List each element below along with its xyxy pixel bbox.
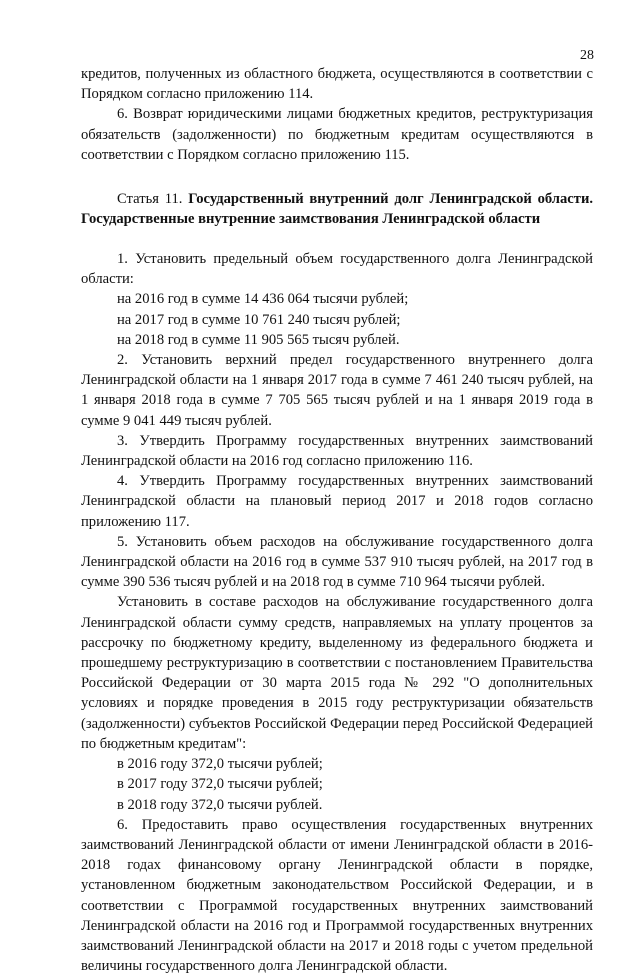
paragraph-item-5: 5. Установить объем расходов на обслуживание государственного долга Ленинградской области на 2016 год в сумме 537 910 тысяч рублей, на 2017 год в сумме 390 536 тысяч рублей и на 2018 год в сумме 710 964 тысячи рублей.	[81, 533, 593, 591]
spacer	[81, 165, 593, 189]
article-prefix: Статья 11.	[117, 191, 189, 208]
page-number: 28	[580, 48, 594, 63]
paragraph-item-1: 1. Установить предельный объем государственного долга Ленинградской области:	[81, 251, 593, 288]
spacer	[81, 229, 593, 249]
paragraph-item-4: 4. Утвердить Программу государственных внутренних заимствований Ленинградской области на плановый период 2017 и 2018 годов согласно приложению 117.	[81, 473, 593, 530]
paragraph-item-6: 6. Предоставить право осуществления государственных внутренних заимствований Ленинградской области от имени Ленинградской области в 2016-2018 годах финансовому органу Ленинградской области в порядке, установленном бюджетным законодательством Российской Федерации, и в соответствии с Программой государственных внутренних заимствований Ленинградской области на 2016 год и Программой государственных внутренних заимствований Ленинградской области на 2017 и 2018 годы с учетом предельной величины государственного долга Ленинградской области.	[81, 816, 593, 975]
amount-line: в 2017 году 372,0 тысячи рублей;	[117, 776, 323, 793]
paragraph-item-5-extra: Установить в составе расходов на обслуживание государственного долга Ленинградской области сумму средств, направляемых на уплату процентов за рассрочку по бюджетному кредиту, выделенному из федерального бюджета и прошедшему реструктуризацию в соответствии с постановлением Правительства Российской Федерации от 30 марта 2015 года № 292 "О дополнительных условиях и порядке проведения в 2015 году реструктуризации обязательств (задолженности) субъектов Российской Федерации перед Российской Федерацией по бюджетным кредитам":	[81, 594, 593, 752]
paragraph-item-2: 2. Установить верхний предел государственного внутреннего долга Ленинградской области на 1 января 2017 года в сумме 7 461 240 тысяч рублей, на 1 января 2018 года в сумме 7 705 565 тысяч рублей и на 1 января 2019 года в сумме 9 041 449 тысяч рублей.	[81, 352, 593, 429]
paragraph-continuation: кредитов, полученных из областного бюджета, осуществляются в соответствии с Порядком согласно приложению 114.	[81, 66, 593, 103]
article-title: Государственный внутренний долг Ленинградской области. Государственные внутренние заимствования Ленинградской области	[81, 191, 593, 228]
paragraph-item-6-return: 6. Возврат юридическими лицами бюджетных кредитов, реструктуризация обязательств (задолженности) по бюджетным кредитам осуществляются в соответствии с Порядком согласно приложению 115.	[81, 106, 593, 163]
amount-line: в 2018 году 372,0 тысячи рублей.	[117, 796, 323, 813]
amount-line: на 2016 год в сумме 14 436 064 тысячи рублей;	[117, 291, 409, 308]
amount-line: на 2017 год в сумме 10 761 240 тысяч рублей;	[117, 311, 401, 328]
article-heading	[81, 189, 593, 229]
paragraph-item-3: 3. Утвердить Программу государственных внутренних заимствований Ленинградской области на 2016 год согласно приложению 116.	[81, 432, 593, 470]
amount-line: на 2018 год в сумме 11 905 565 тысяч рублей.	[117, 331, 400, 348]
amount-line: в 2016 году 372,0 тысячи рублей;	[117, 756, 323, 773]
document-body	[81, 64, 593, 976]
